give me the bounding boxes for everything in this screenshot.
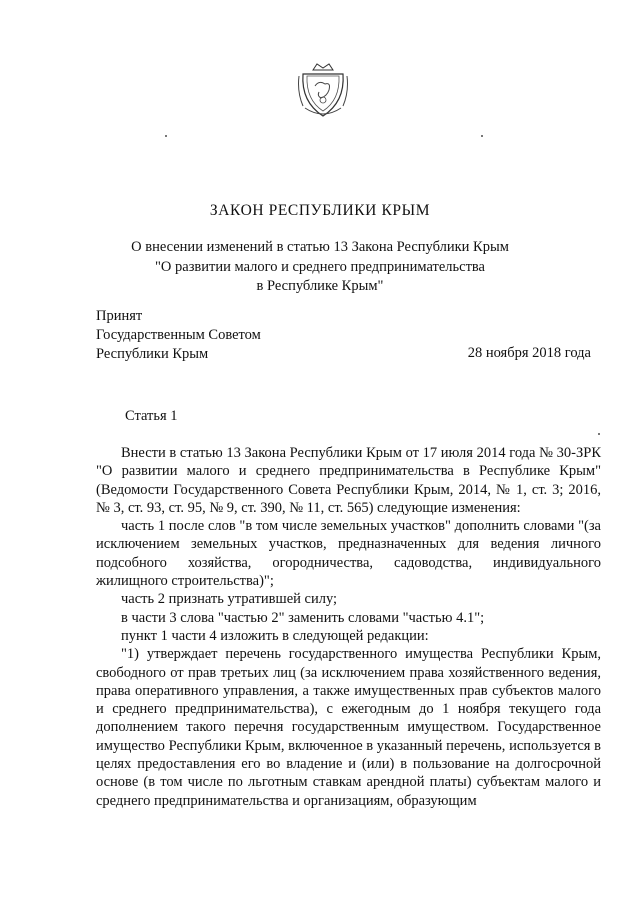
adoption-line: Государственным Советом (96, 327, 261, 343)
document-title: ЗАКОН РЕСПУБЛИКИ КРЫМ (209, 202, 431, 219)
article-heading: Статья 1 (125, 408, 178, 424)
paragraph: в части 3 слова "частью 2" заменить словами "частью 4.1"; (121, 609, 485, 626)
subtitle-line: "О развитии малого и среднего предпринимательства (155, 258, 485, 275)
adoption-line: Принят (96, 308, 143, 324)
subtitle-line: в Республике Крым" (256, 278, 384, 294)
crimea-coat-of-arms-icon (297, 62, 349, 120)
paragraph: пункт 1 части 4 изложить в следующей редакции: (121, 627, 429, 644)
paragraph: Внести в статью 13 Закона Республики Крым от 17 июля 2014 года № 30-ЗРК "О развитии малого и среднего предпринимательства в Республике Крым" (Ведомости Государственного Совета Республики Крым, 2014, № 1, ст. 3; 2016, № 3, ст. 93, ст. 95, № 9, ст. 390, № 11, ст. 565) следующие изменения: (96, 445, 601, 516)
scan-speck (481, 135, 483, 137)
scan-speck (165, 135, 167, 137)
adoption-line: Республики Крым (96, 346, 209, 362)
adoption-block (96, 307, 261, 364)
paragraph: "1) утверждает перечень государственного имущества Республики Крым, свободного от прав третьих лиц (за исключением права хозяйственного ведения, права оперативного управления, а также имущественных прав субъектов малого и среднего предпринимательства), с ежегодным до 1 ноября текущего года дополнением такого перечня государственным имуществом. Государственное имущество Республики Крым, включенное в указанный перечень, используется в целях предоставления его во владение и (или) в пользование на долгосрочной основе (в том числе по льготным ставкам арендной платы) субъектам малого и среднего предпринимательства и организациям, образующим (96, 646, 601, 809)
document-subtitle (0, 238, 640, 297)
subtitle-line: О внесении изменений в статью 13 Закона Республики Крым (131, 239, 509, 255)
paragraph: часть 1 после слов "в том числе земельных участков" дополнить словами "(за исключением земельных участков, предназначенных для ведения личного подсобного хозяйства, огородничества, садоводства, индивидуального жилищного строительства)"; (96, 518, 601, 590)
article-body (96, 444, 601, 810)
paragraph: часть 2 признать утратившей силу; (121, 591, 338, 608)
adoption-date: 28 ноября 2018 года (467, 345, 591, 361)
scan-speck (598, 433, 600, 435)
